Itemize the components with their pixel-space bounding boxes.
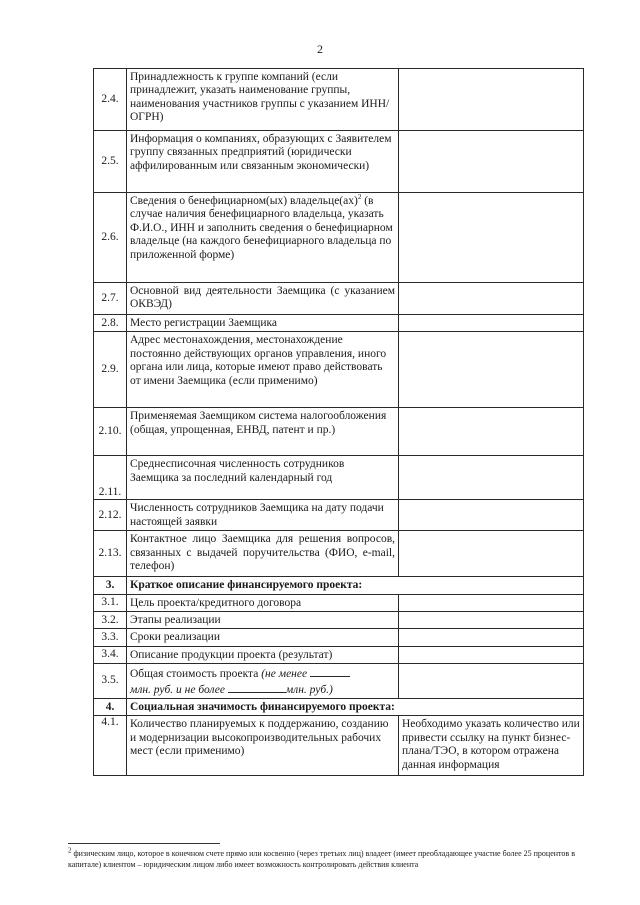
table-row (94, 408, 584, 456)
row-answer-cell[interactable] (399, 594, 584, 611)
table-row (94, 456, 584, 500)
row-answer-cell[interactable] (399, 612, 584, 629)
table-row (94, 629, 584, 646)
row-number: 3.1. (94, 594, 127, 611)
table-row (94, 131, 584, 193)
row-number: 4.1. (94, 716, 127, 776)
row-answer-cell[interactable] (399, 629, 584, 646)
section-number: 3. (94, 577, 127, 594)
table-row (94, 332, 584, 408)
row-number: 3.4. (94, 646, 127, 663)
row-description: Описание продукции проекта (результат) (127, 646, 399, 663)
row-answer-cell[interactable] (399, 131, 584, 193)
row-number: 2.9. (94, 332, 127, 408)
table-row (94, 594, 584, 611)
row-description: Этапы реализации (127, 612, 399, 629)
table-row (94, 716, 584, 776)
cost-unit-label: млн. руб.) (285, 683, 333, 696)
cost-min-blank[interactable] (310, 666, 350, 677)
beneficiary-label: Сведения о бенефициарном(ых) владельце(ах) (130, 195, 358, 207)
row-answer-cell[interactable] (399, 408, 584, 456)
row-number: 2.4. (94, 69, 127, 131)
footnote (68, 848, 588, 870)
row-description: Место регистрации Заемщика (127, 315, 399, 332)
row-number: 2.6. (94, 193, 127, 283)
row-description: Контактное лицо Заемщика для решения вопросов, связанных с выдачей поручительства (ФИО, e-mail, телефон) (127, 531, 399, 577)
application-form-table (93, 68, 584, 776)
row-number: 2.8. (94, 315, 127, 332)
table-row (94, 646, 584, 663)
table-row (94, 500, 584, 531)
table-row (94, 315, 584, 332)
row-number: 2.12. (94, 500, 127, 531)
row-description: Применяемая Заемщиком система налогообложения (общая, упрощенная, ЕНВД, патент и пр.) (127, 408, 399, 456)
table-row (94, 69, 584, 131)
row-answer-cell[interactable] (399, 531, 584, 577)
section-title: Краткое описание финансируемого проекта: (127, 577, 584, 594)
footnote-text: физическим лицо, которое в конечном счете прямо или косвенно (через третьих лиц) владеет (имеет преобладающее участие более 25 процентов в капитале) клиентом – юридическим лицом либо имеет возможность контролировать действия клиента (68, 849, 575, 869)
page-number: 2 (317, 42, 323, 56)
table-row (94, 531, 584, 577)
table-row (94, 664, 584, 699)
row-answer-cell[interactable] (399, 332, 584, 408)
row-description: Среднесписочная численность сотрудников Заемщика за последний календарный год (127, 456, 399, 500)
row-answer-cell[interactable] (399, 315, 584, 332)
section-title: Социальная значимость финансируемого проекта: (127, 699, 584, 716)
row-number: 2.13. (94, 531, 127, 577)
row-answer-cell[interactable] (399, 193, 584, 283)
row-answer-cell[interactable] (399, 456, 584, 500)
row-description: Цель проекта/кредитного договора (127, 594, 399, 611)
row-description: Численность сотрудников Заемщика на дату подачи настоящей заявки (127, 500, 399, 531)
table-row (94, 283, 584, 315)
row-answer-cell[interactable] (399, 283, 584, 315)
row-description: Основной вид деятельности Заемщика (с указанием ОКВЭД) (127, 283, 399, 315)
cost-min-label: (не менее (261, 668, 308, 681)
row-number: 2.10. (94, 408, 127, 456)
row-description (127, 664, 399, 699)
cost-max-label: млн. руб. и не более (130, 683, 225, 696)
beneficiary-details: (в случае наличия бенефициарного владельца, указать Ф.И.О., ИНН и заполнить сведения о бенефициарном владельце (на каждого бенефициарного владельца по приложенной форме) (130, 195, 393, 261)
row-answer-cell[interactable] (399, 69, 584, 131)
section-header-row (94, 577, 584, 594)
row-number: 3.5. (94, 664, 127, 699)
section-number: 4. (94, 699, 127, 716)
footnote-divider (68, 843, 220, 844)
footnote-mark: 2 (68, 846, 72, 855)
table-row (94, 612, 584, 629)
footnote-ref: 2 (357, 193, 362, 202)
row-number: 2.7. (94, 283, 127, 315)
row-number: 3.3. (94, 629, 127, 646)
row-description: Количество планируемых к поддержанию, созданию и модернизации высокопроизводительных рабочих мест (если применимо) (127, 716, 399, 776)
row-description: Сроки реализации (127, 629, 399, 646)
row-number: 2.11. (94, 456, 127, 500)
row-answer-cell[interactable] (399, 664, 584, 699)
row-answer-cell[interactable] (399, 500, 584, 531)
row-note: Необходимо указать количество или привести ссылку на пункт бизнес-плана/ТЭО, в котором отражена данная информация (399, 716, 584, 776)
row-number: 3.2. (94, 612, 127, 629)
table-row (94, 193, 584, 283)
row-description (127, 193, 399, 283)
row-number: 2.5. (94, 131, 127, 193)
cost-max-blank[interactable] (228, 682, 286, 693)
cost-label: Общая стоимость проекта (130, 668, 262, 681)
row-description: Адрес местонахождения, местонахождение постоянно действующих органов управления, иного органа или лица, которые имеют право действовать от имени Заемщика (если применимо) (127, 332, 399, 408)
row-description: Информация о компаниях, образующих с Заявителем группу связанных предприятий (юридически аффилированным или связанным экономически) (127, 131, 399, 193)
section-header-row (94, 699, 584, 716)
row-description: Принадлежность к группе компаний (если принадлежит, указать наименование группы, наименования участников группы с указанием ИНН/ОГРН) (127, 69, 399, 131)
row-answer-cell[interactable] (399, 646, 584, 663)
